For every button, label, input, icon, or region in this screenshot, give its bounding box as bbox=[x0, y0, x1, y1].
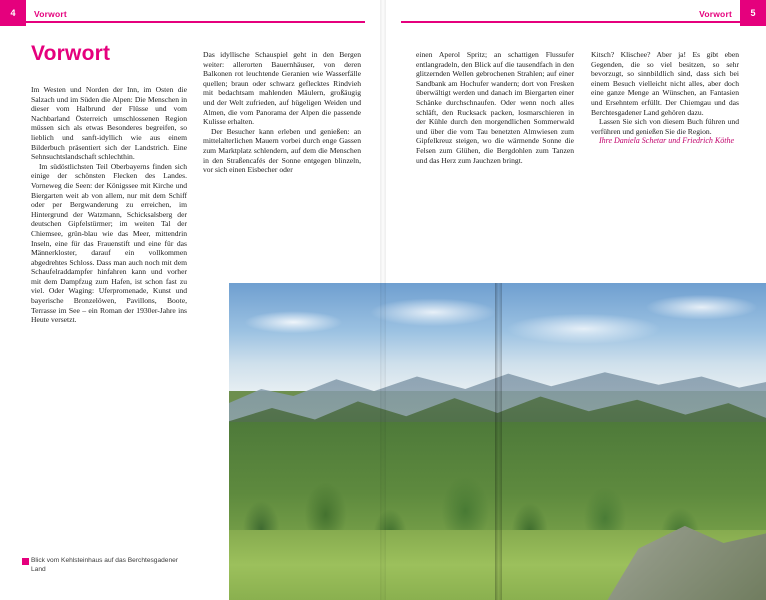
paragraph: Das idyllische Schauspiel geht in den Bergen weiter: allerorten Bauernhäuser, von deren Balkonen rot leuchtende Geranien wie Wasserfälle quellen; braun oder schwarz geflecktes Rindvieh mit bedachtsam mahlenden Mäulern, großäugig und der Welt zufrieden, auf hügeligen Weiden und Almen, die vom Panorama der Alpen die passende Kulisse erhalten. bbox=[203, 50, 361, 127]
paragraph: Lassen Sie sich von diesem Buch führen und verführen und genießen Sie die Region. bbox=[591, 117, 739, 136]
photo-caption: Blick vom Kehlsteinhaus auf das Berchtesgadener Land bbox=[31, 557, 178, 573]
text-column-1 bbox=[31, 85, 187, 325]
running-head-left: Vorwort bbox=[34, 9, 67, 19]
running-head-right: Vorwort bbox=[699, 9, 732, 19]
caption-marker bbox=[22, 558, 29, 565]
page-number-left: 4 bbox=[0, 0, 26, 26]
paragraph: Im Westen und Norden der Inn, im Osten die Salzach und im Süden die Alpen: Die Menschen in dieser vom Halbrund der Flüsse und vom Nachbarland Österreich umschlossenen Region müssen sich als etwas Besonderes begreifen, so lieblich und sanft-idyllich wie aus einem Bilderbuch präsentiert sich der Landstrich. Eine Sehnsuchtslandschaft schlechthin. bbox=[31, 85, 187, 162]
paragraph: Kitsch? Klischee? Aber ja! Es gibt eben Gegenden, die so viel besitzen, so sehr bevorzugt, so sinnbildlich sind, dass sich bei einem Besuch vielleicht nicht alles, aber doch eine ganze Menge an Wünschen, an Fantasien und Ersehntem erfüllt. Der Chiemgau und das Berchtesgadener Land gehören dazu. bbox=[591, 50, 739, 117]
header-rule-right bbox=[401, 21, 740, 23]
author-signature: Ihre Daniela Schetar und Friedrich Köthe bbox=[599, 136, 735, 146]
text-column-3 bbox=[416, 50, 574, 165]
page-title: Vorwort bbox=[31, 42, 111, 65]
header-rule-left bbox=[26, 21, 365, 23]
paragraph: Im südöstlichsten Teil Oberbayerns finden sich einige der schönsten Flecken des Landes. Vorneweg die Seen: der Königssee mit Kirche und Biergarten weit ab von allem, nur mit dem Schiff oder per Bergwanderung zu erreichen, im Hintergrund der Watzmann, Schicksalsberg der deutschen Gipfelstürmer; im weiten Tal der Chiemsee, grün-blau wie das Meer, mittendrin Inseln, eine für das Frauenstift und eine für das Männerkloster, darauf ein vollkommen abgedrehtes Schloss. Dass man auch noch mit dem Schaufelraddampfer hinfahren kann und vorher mit dem Dampfzug zum Hafen, ist schon fast zu viel. Oder Waging: Uferpromenade, Kunst und bayerische Bronzelöwen, Pavillons, Boote, Terrasse im See – ein Roman der 1930er-Jahre ins Heute versetzt. bbox=[31, 161, 187, 325]
text-column-2 bbox=[203, 50, 361, 175]
paragraph: einen Aperol Spritz; an schattigen Flussufer entlangradeln, den Blick auf die tausendfach in den glitzernden Wellen gebrochenen Strahlen; auf einer Sandbank am Hochufer wandern; dort von Fresken überwältigt werden und danach im Biergarten einer Schänke durchschnaufen. Oder wenn noch alles schläft, den Rucksack packen, losmarschieren in der Kühle durch den morgendlichen Sommerwald und über die vom Tau benetzten Almwiesen zum Gipfelkreuz steigen, wo die wärmende Sonne die Felsen zum Glühen, die Bergdohlen zum Tanzen und das Herz zum Jauchzen bringt. bbox=[416, 50, 574, 165]
header-right-page bbox=[383, 0, 766, 26]
text-column-4 bbox=[591, 50, 739, 146]
photo-spine-crease bbox=[495, 283, 502, 600]
header-left-page bbox=[0, 0, 383, 26]
landscape-photo bbox=[229, 283, 766, 600]
paragraph: Der Besucher kann erleben und genießen: an mittelalterlichen Mauern vorbei durch enge Gassen zum Marktplatz schlendern, auf dem die Menschen in den Straßencafés der Sonne entgegen blinzeln, vor sich einen Eisbecher oder bbox=[203, 126, 361, 175]
page-number-right: 5 bbox=[740, 0, 766, 26]
